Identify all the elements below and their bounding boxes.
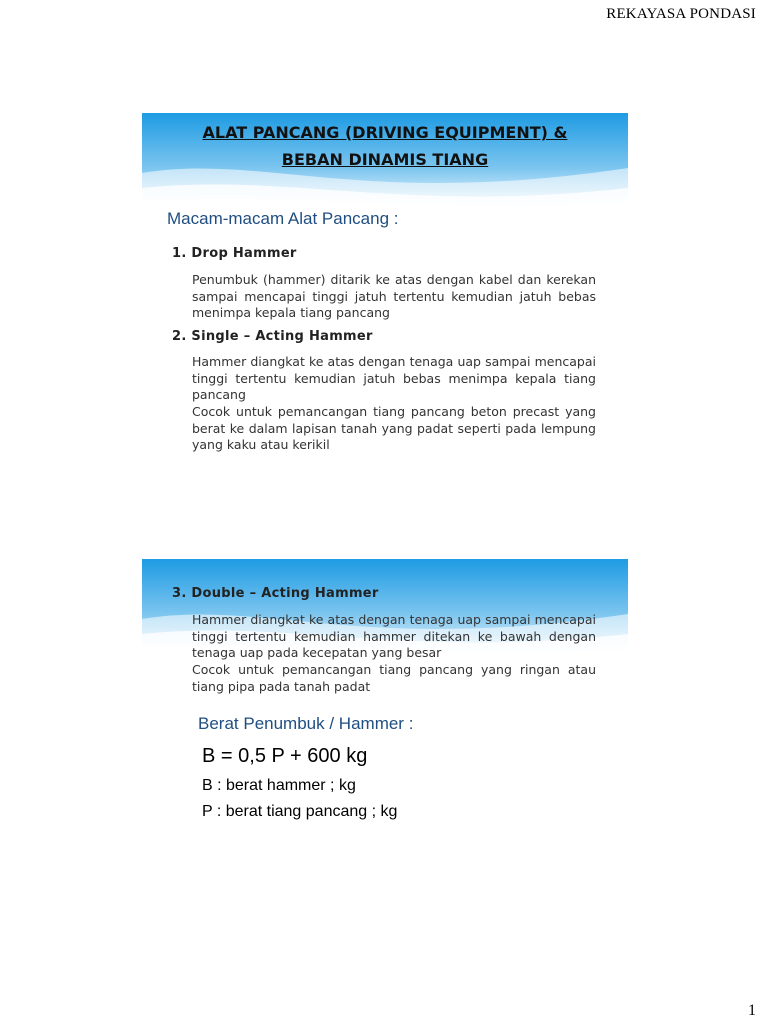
item-double-acting-label: 3. Double – Acting Hammer xyxy=(172,586,379,601)
formula-definition-p: P : berat tiang pancang ; kg xyxy=(202,803,398,820)
item-double-acting-text-1: Hammer diangkat ke atas dengan tenaga uap sampai mencapai tinggi tertentu kemudian hammer ditekan ke bawah dengan tenaga uap pada kecepatan yang besar xyxy=(192,612,596,660)
item-drop-hammer-label: 1. Drop Hammer xyxy=(172,246,297,261)
item-single-acting-text-2: Cocok untuk pemancangan tiang pancang beton precast yang berat ke dalam lapisan tanah yang padat seperti pada lempung yang kaku atau kerikil xyxy=(192,404,596,452)
subheading-berat-penumbuk: Berat Penumbuk / Hammer : xyxy=(198,714,414,733)
formula-definition-b: B : berat hammer ; kg xyxy=(202,777,356,794)
item-drop-hammer-text: Penumbuk (hammer) ditarik ke atas dengan kabel dan kerekan sampai mencapai tinggi jatuh tertentu kemudian jatuh bebas menimpa kepala tiang pancang xyxy=(192,272,596,320)
slide-title-line-2: BEBAN DINAMIS TIANG xyxy=(281,150,489,169)
page-header: REKAYASA PONDASI xyxy=(606,6,756,22)
formula-hammer-weight: B = 0,5 P + 600 kg xyxy=(202,745,368,767)
subheading-alat-pancang: Macam-macam Alat Pancang : xyxy=(167,209,399,228)
page-number: 1 xyxy=(748,1002,756,1019)
item-single-acting-label: 2. Single – Acting Hammer xyxy=(172,329,373,344)
slide-1 xyxy=(142,113,628,452)
slide-title-line-1: ALAT PANCANG (DRIVING EQUIPMENT) & xyxy=(202,123,568,142)
item-single-acting-text-1: Hammer diangkat ke atas dengan tenaga uap sampai mencapai tinggi tertentu kemudian jatuh bebas menimpa kepala tiang pancang xyxy=(192,354,596,402)
slide-title xyxy=(142,119,628,173)
slide-2 xyxy=(142,559,628,889)
item-double-acting-text-2: Cocok untuk pemancangan tiang pancang yang ringan atau tiang pipa pada tanah padat xyxy=(192,662,596,694)
